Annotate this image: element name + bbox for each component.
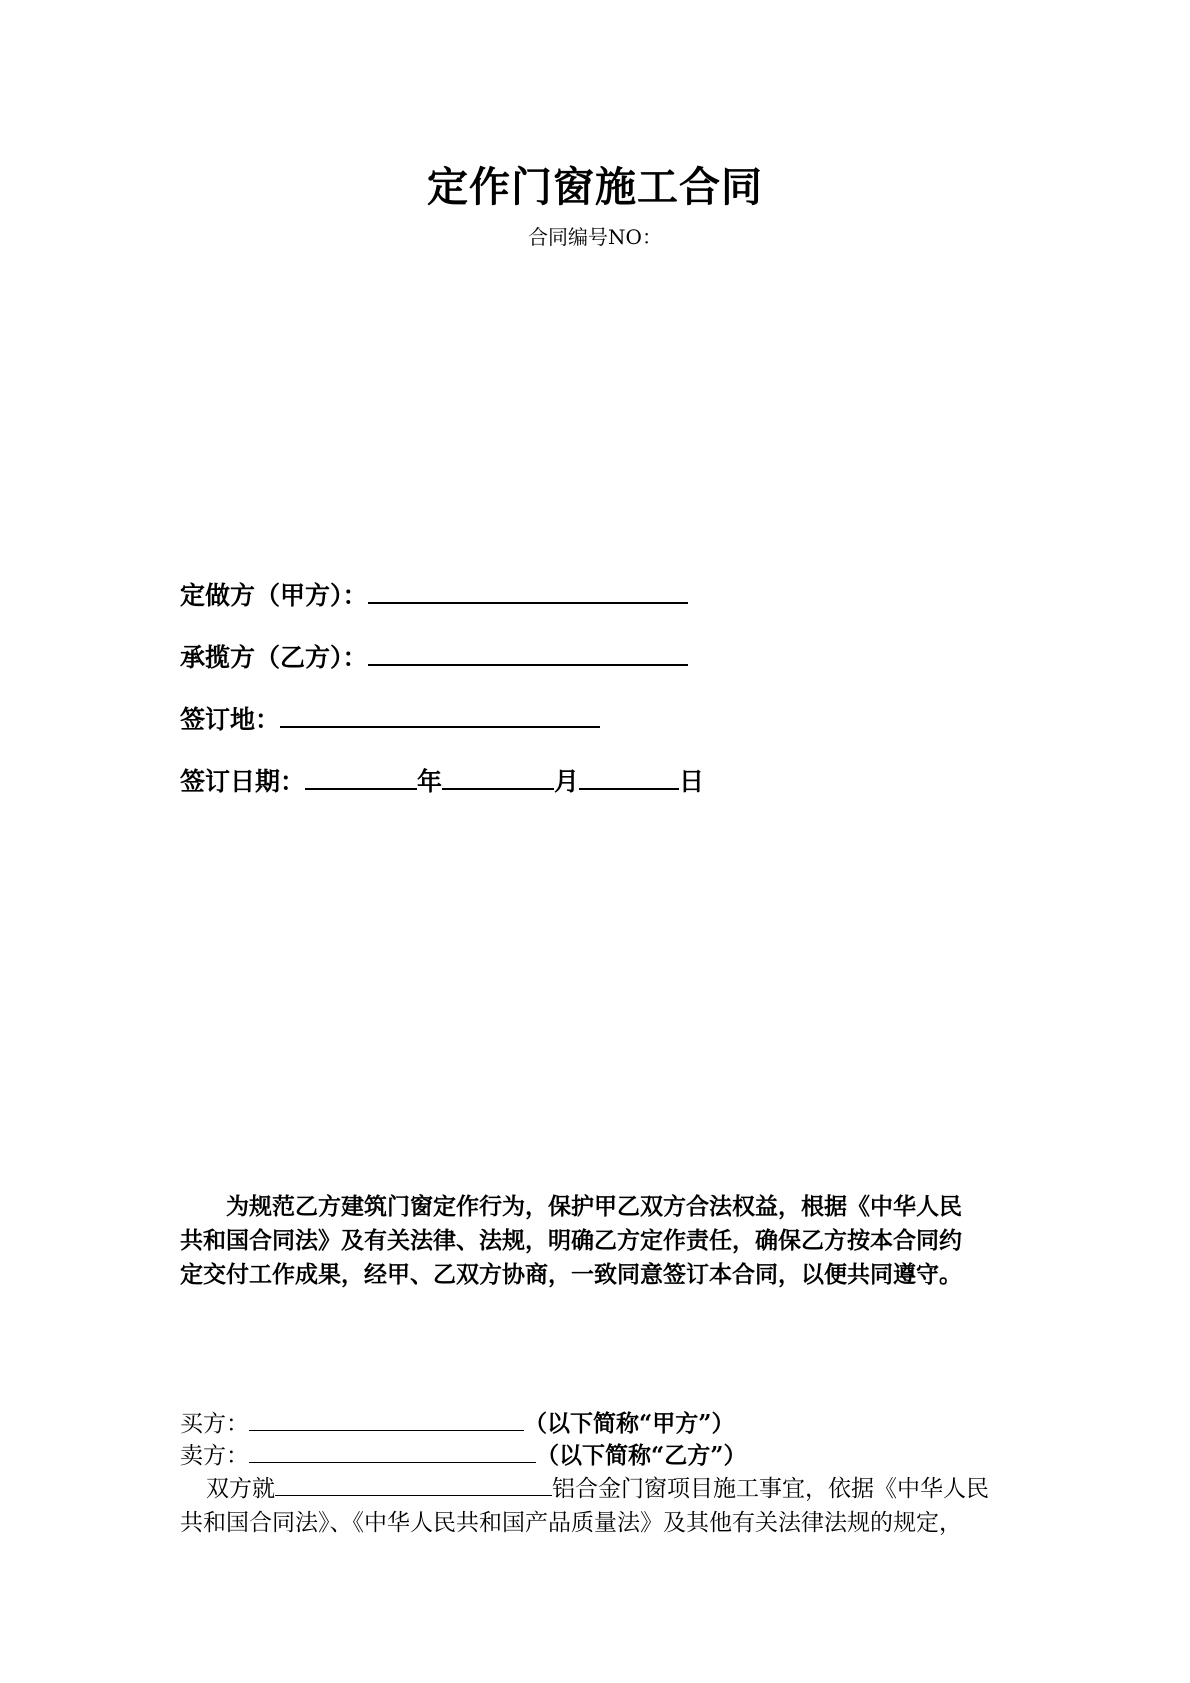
- day-label: 日: [679, 767, 705, 796]
- preamble-paragraph: [180, 1190, 1020, 1292]
- year-blank[interactable]: [305, 764, 417, 790]
- party-a-label: 定做方（甲方）：: [180, 581, 368, 610]
- party-b-field: [180, 640, 688, 674]
- party-a-blank[interactable]: [368, 578, 688, 604]
- buyer-blank[interactable]: [249, 1408, 524, 1431]
- seller-blank[interactable]: [249, 1440, 536, 1463]
- party-b-label: 承揽方（乙方）：: [180, 643, 368, 672]
- preamble-line-2: 共和国合同法》及有关法律、法规，明确乙方定作责任，确保乙方按本合同约: [180, 1227, 962, 1254]
- seller-suffix: （以下简称“乙方”）: [536, 1442, 747, 1469]
- closing-prefix: 双方就: [206, 1476, 275, 1502]
- year-label: 年: [417, 767, 443, 796]
- seller-row: [180, 1440, 746, 1472]
- sign-place-field: [180, 702, 600, 736]
- month-label: 月: [554, 767, 580, 796]
- sign-place-label: 签订地：: [180, 705, 281, 734]
- seller-label: 卖方：: [180, 1443, 249, 1469]
- day-blank[interactable]: [579, 764, 679, 790]
- closing-line-1: [180, 1472, 1030, 1506]
- buyer-row: [180, 1408, 734, 1440]
- sign-place-blank[interactable]: [280, 702, 600, 728]
- project-blank[interactable]: [275, 1473, 552, 1496]
- party-b-blank[interactable]: [368, 640, 688, 666]
- month-blank[interactable]: [442, 764, 554, 790]
- closing-paragraph: [180, 1472, 1030, 1540]
- party-a-field: [180, 578, 688, 612]
- closing-line-2: 共和国合同法》、《中华人民共和国产品质量法》及其他有关法律法规的规定，: [180, 1510, 962, 1536]
- buyer-label: 买方：: [180, 1411, 249, 1437]
- buyer-suffix: （以下简称“甲方”）: [524, 1410, 735, 1437]
- page-title: 定作门窗施工合同: [427, 163, 763, 211]
- closing-suffix: 铝合金门窗项目施工事宜，依据《中华人民: [552, 1476, 989, 1502]
- sign-date-field: [180, 764, 704, 798]
- preamble-line-3: 定交付工作成果，经甲、乙双方协商，一致同意签订本合同，以便共同遵守。: [180, 1261, 962, 1288]
- preamble-line-1: 为规范乙方建筑门窗定作行为，保护甲乙双方合法权益，根据《中华人民: [226, 1193, 962, 1220]
- sign-date-label: 签订日期：: [180, 767, 306, 796]
- contract-number-label: 合同编号NO：: [528, 225, 662, 249]
